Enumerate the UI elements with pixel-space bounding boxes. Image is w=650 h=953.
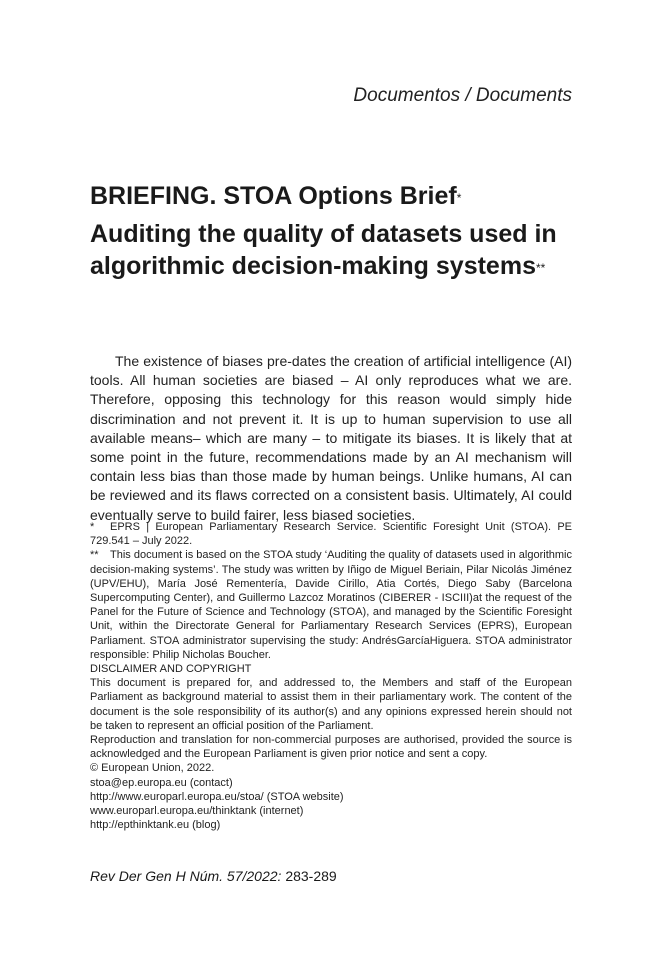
thinktank-link[interactable]: www.europarl.europa.eu/thinktank (internet) [90, 805, 304, 818]
article-title [90, 180, 580, 282]
reproduction-text: Reproduction and translation for non-commercial purposes are authorised, provided the source is acknowledged and the European Parliament is given prior notice and sent a copy. [90, 734, 572, 761]
blog-link[interactable]: http://epthinktank.eu (blog) [90, 819, 221, 832]
disclaimer-heading: DISCLAIMER AND COPYRIGHT [90, 663, 252, 676]
footnotes [90, 520, 572, 832]
footnote-marker-1: * [456, 191, 462, 205]
footnote-1 [90, 520, 572, 548]
title-line-1 [90, 180, 580, 212]
copyright-text: © European Union, 2022. [90, 762, 215, 775]
footnote-2-mark: ** [90, 549, 99, 562]
section-header: Documentos / Documents [353, 85, 572, 106]
footnote-marker-2: ** [535, 261, 546, 275]
journal-citation: Rev Der Gen H Núm. 57/2022: [90, 868, 282, 884]
page-footer [90, 868, 337, 884]
title-line-2 [90, 218, 580, 282]
stoa-website-link[interactable]: http://www.europarl.europa.eu/stoa/ (STOA website) [90, 790, 344, 803]
disclaimer-text: This document is prepared for, and addressed to, the Members and staff of the European Parliament as background material to assist them in their parliamentary work. The content of the document is the sole responsibility of its author(s) and any opinions expressed herein should not be taken to represent an official position of the Parliament. [90, 677, 572, 732]
page-range: 283-289 [285, 868, 337, 884]
body-paragraph: The existence of biases pre-dates the creation of artificial intelligence (AI) tools. All human societies are biased – AI only reproduces what we are. Therefore, opposing this technology for this reason would simply hide discrimination and not prevent it. It is up to human supervision to use all available means– which are many – to mitigate its biases. It is likely that at some point in the future, recommendations made by an AI mechanism will contain less bias than those made by human beings. Unlike humans, AI can be reviewed and its flaws corrected on a consistent basis. Ultimately, AI could eventually serve to build fairer, less biased societies. [90, 353, 572, 523]
footnote-1-mark: * [90, 521, 95, 533]
footnote-1-text: EPRS | European Parliamentary Research Service. Scientific Foresight Unit (STOA). PE 729.541 – July 2022. [90, 521, 572, 548]
footnote-2-text: This document is based on the STOA study ‘Auditing the quality of datasets used in algorithmic decision-making systems’. The study was written by Iñigo de Miguel Beriain, Pilar Nicolás Jiménez (UPV/EHU), María José Rementería, Davide Cirillo, Atia Cortés, Diego Saby (Barcelona Supercomputing Center), and Guillermo Lazcoz Moratinos (CIBERER - ISCIII)at the request of the Panel for the Future of Science and Technology (STOA), and managed by the Scientific Foresight Unit, within the Directorate General for Parliamentary Research Services (EPRS), European Parliament. STOA administrator supervising the study: AndrésGarcíaHiguera. STOA administrator responsible: Philip Nicholas Boucher. [90, 549, 572, 661]
footnote-2 [90, 548, 572, 662]
contact-link[interactable]: stoa@ep.europa.eu (contact) [90, 776, 233, 789]
title-main: Auditing the quality of datasets used in algorithmic decision-making systems [90, 220, 557, 280]
title-prefix: BRIEFING. STOA Options Brief [90, 182, 457, 210]
